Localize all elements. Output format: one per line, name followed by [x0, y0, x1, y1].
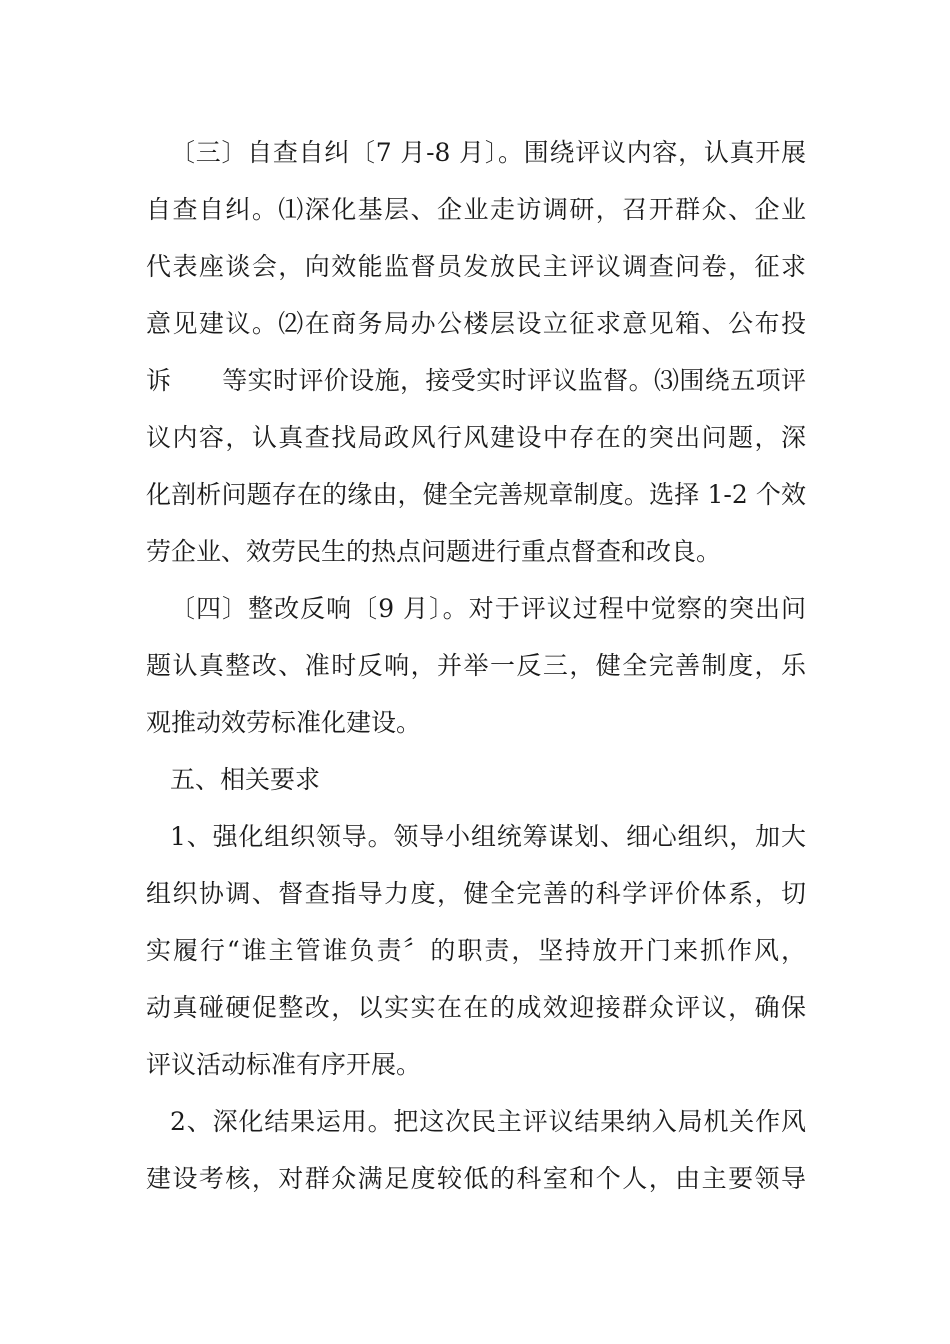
text-line: 题认真整改、准时反响，并举一反三，健全完善制度，乐 — [146, 651, 806, 680]
text-line: 〔四〕整改反响〔9 月〕。对于评议过程中觉察的突出问 — [170, 594, 806, 623]
text-line: 劳企业、效劳民生的热点问题进行重点督查和改良。 — [146, 537, 722, 566]
text-line: 组织协调、督查指导力度，健全完善的科学评价体系，切 — [146, 879, 806, 908]
text-line: 2、深化结果运用。把这次民主评议结果纳入局机关作风 — [170, 1107, 806, 1136]
text-line: 自查自纠。⑴深化基层、企业走访调研，召开群众、企业 — [146, 195, 806, 224]
text-line: 实履行“谁主管谁负责〞的职责，坚持放开门来抓作风， — [146, 936, 806, 965]
text-line: 代表座谈会，向效能监督员发放民主评议调查问卷，征求 — [146, 252, 806, 281]
text-line: 诉 等实时评价设施，接受实时评议监督。⑶围绕五项评 — [146, 366, 806, 395]
section-heading: 五、相关要求 — [170, 765, 321, 794]
text-line: 动真碰硬促整改，以实实在在的成效迎接群众评议，确保 — [146, 993, 806, 1022]
text-line: 化剖析问题存在的缘由，健全完善规章制度。选择 1-2 个效 — [146, 480, 806, 509]
text-line: 评议活动标准有序开展。 — [146, 1050, 422, 1079]
text-line: 观推动效劳标准化建设。 — [146, 708, 422, 737]
text-line: 建设考核，对群众满足度较低的科室和个人，由主要领导 — [146, 1164, 806, 1193]
text-line: 1、强化组织领导。领导小组统筹谋划、细心组织，加大 — [170, 822, 806, 851]
text-line: 议内容，认真查找局政风行风建设中存在的突出问题，深 — [146, 423, 806, 452]
text-line: 〔三〕自查自纠〔7 月-8 月〕。围绕评议内容，认真开展 — [170, 138, 806, 167]
text-line: 意见建议。⑵在商务局办公楼层设立征求意见箱、公布投 — [146, 309, 806, 338]
